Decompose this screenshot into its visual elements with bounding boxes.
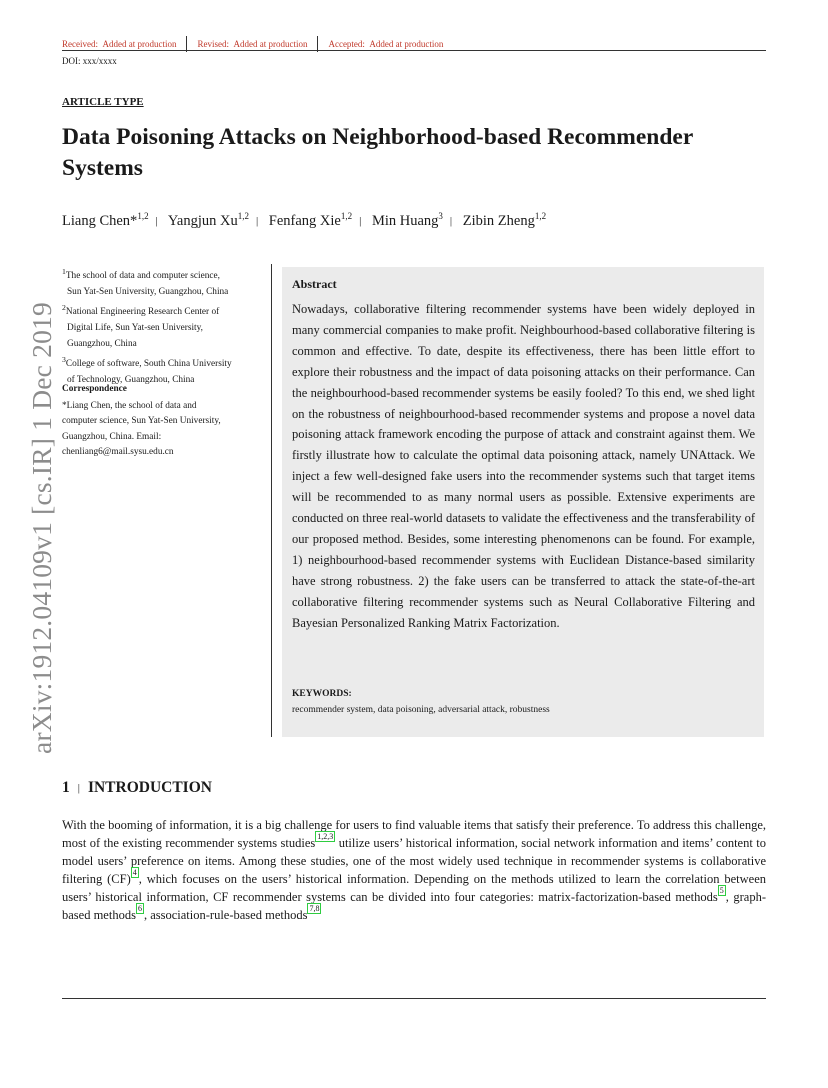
citation-link[interactable]: 1,2,3	[317, 832, 334, 841]
citation-link[interactable]: 6	[137, 904, 142, 913]
paper-title: Data Poisoning Attacks on Neighborhood-based Recommender Systems	[62, 124, 693, 181]
section-number: 1	[62, 779, 70, 796]
abstract-text: Nowadays, collaborative filtering recommender systems have been widely deployed in many commercial companies to make profit. Neighbourhood-based collaborative filtering is common and effective. To date, despite its effectiveness, there has been little effort to explore their robustness and the impact of data poisoning attacks on their performance. Can the neighbourhood-based recommender systems be easily fooled? To this end, we shed light on the robustness of neighbourhood-based recommender systems and propose a novel data poisoning attack framework encoding the purpose of attack and constraint against them. We firstly illustrate how to calculate the optimal data poisoning attack, namely UNAttack. We inject a few well-designed fake users into the recommender systems such that target items will be recommended to as many normal users as possible. Extensive experiments are conducted on three real-world datasets to validate the effectiveness and the transferability of our proposed method. Besides, some interesting phenomenons can be found. For example, 1) neighbourhood-based recommender systems with Euclidean Distance-based similarity have strong robustness. 2) the fake users can be transferred to attack the state-of-the-art collaborative filtering recommender systems such as Neural Collaborative Filtering and Bayesian Personalized Ranking Matrix Factorization.	[292, 302, 755, 630]
citation-link[interactable]: 4	[132, 868, 137, 877]
affiliation-line: Guangzhou, China	[67, 338, 137, 349]
abstract-heading: Abstract	[292, 277, 337, 291]
affiliation: $^1$The school of data and computer science,	[62, 267, 220, 282]
correspondence-details	[62, 399, 267, 460]
doi: DOI: xxx/xxxx	[62, 56, 117, 66]
author[interactable]: Min Huang$^3$	[371, 211, 443, 229]
keywords-text: recommender system, data poisoning, adversarial attack, robustness	[292, 705, 550, 715]
keywords-heading: KEYWORDS:	[292, 689, 352, 699]
correspondence-email[interactable]: chenliang6@mail.sysu.edu.cn	[62, 446, 174, 457]
affiliations	[62, 264, 272, 388]
column-divider	[271, 264, 272, 737]
author[interactable]: Fenfang Xie$^{1,2}$	[268, 211, 353, 229]
revised-date: Revised: Added at production	[197, 39, 308, 49]
affiliation: $^2$National Engineering Research Center of	[62, 303, 220, 318]
correspondence-line: computer science, Sun Yat-Sen University,	[62, 416, 221, 427]
citation-link[interactable]: 5	[719, 886, 724, 895]
affiliation-line: Sun Yat-Sen University, Guangzhou, China	[67, 286, 229, 297]
citation-link[interactable]: 7,8	[309, 904, 320, 913]
affiliation-line: Digital Life, Sun Yat-sen University,	[67, 322, 203, 333]
author-list: Liang Chen*$^{1,2}$ | Yangjun Xu$^{1,2}$ | Fenfang Xie$^{1,2}$ | Min Huang$^3$ | Zibin Zheng$^{1,2}$	[62, 211, 547, 229]
correspondence-heading: Correspondence	[62, 384, 127, 394]
author[interactable]: Liang Chen*$^{1,2}$	[62, 211, 149, 229]
section-title: INTRODUCTION	[87, 779, 212, 796]
correspondence-line: Guangzhou, China. Email:	[62, 431, 162, 442]
footer-rule	[62, 998, 766, 999]
author[interactable]: Zibin Zheng$^{1,2}$	[462, 211, 547, 229]
correspondence-line: *Liang Chen, the school of data and	[62, 401, 197, 411]
accepted-date: Accepted: Added at production	[328, 39, 444, 49]
received-date: Received: Added at production	[62, 39, 177, 49]
author[interactable]: Yangjun Xu$^{1,2}$	[167, 211, 249, 229]
affiliation: $^3$College of software, South China University	[62, 355, 232, 370]
arxiv-stamp: arXiv:1912.04109v1 [cs.IR] 1 Dec 2019	[26, 302, 57, 754]
section-heading: 1 | INTRODUCTION	[62, 779, 212, 796]
affiliation-line: of Technology, Guangzhou, China	[67, 374, 195, 385]
header-rule	[62, 50, 766, 51]
intro-paragraph: With the booming of information, it is a big challenge for users to find valuable items that satisfy their preference. To address this challenge, most of the existing recommender systems studies 1,2,3 utilize users’ historical information, social network information and items’ content to model users’ preference on items. Among these studies, one of the most widely used technique in recommender systems is collaborative filtering (CF) 4 , which focuses on the users’ historical information. Depending on the methods utilized to learn the correlation between users’ historical information, CF recommender systems can be divided into four categories: matrix-factorization-based methods 5 , graph-based methods 6 , association-rule-based methods 7,8	[62, 818, 767, 922]
article-type: ARTICLE TYPE	[62, 96, 144, 108]
